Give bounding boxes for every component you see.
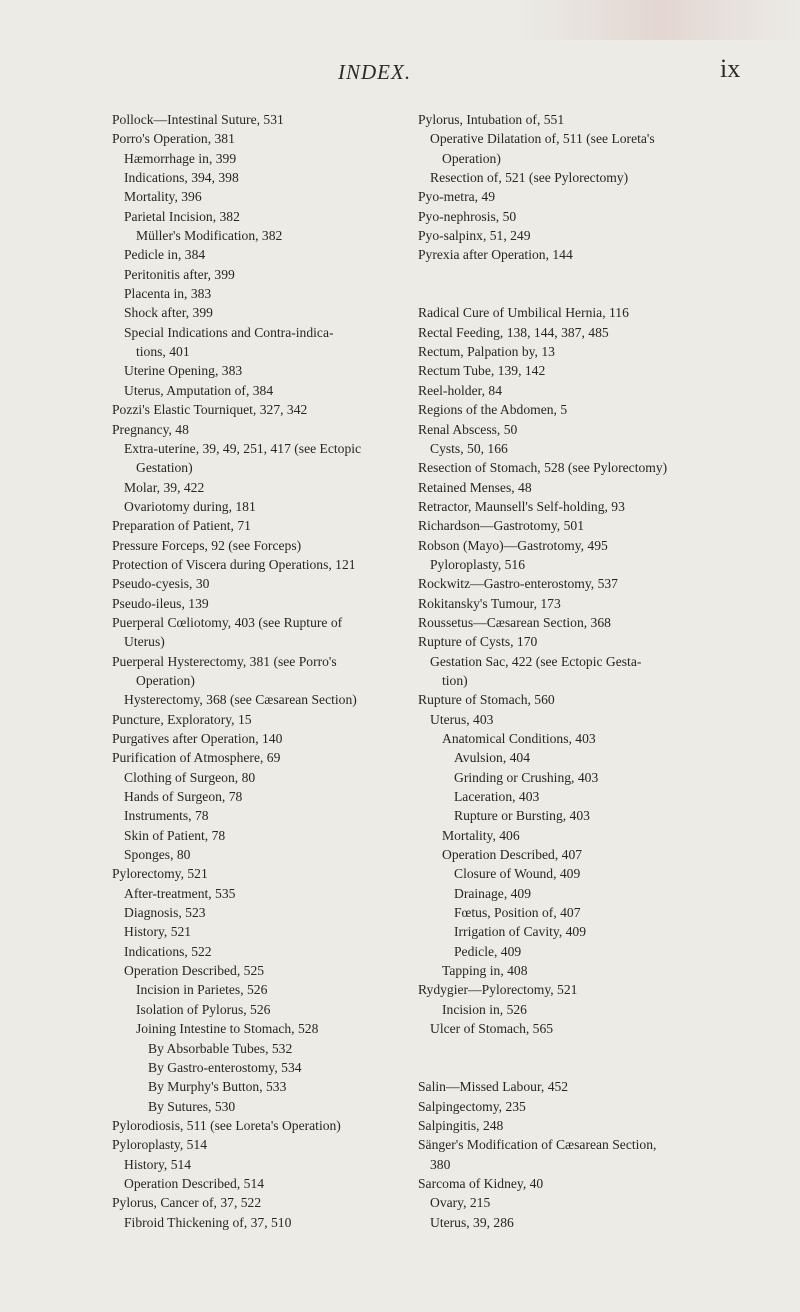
section-gap xyxy=(418,265,790,284)
index-subentry: 380 xyxy=(430,1156,451,1172)
index-subentry: Ovary, 215 xyxy=(430,1195,491,1211)
index-entry: Pressure Forceps, 92 (see Forceps) xyxy=(112,537,302,553)
index-subentry: Pyloroplasty, 516 xyxy=(430,556,526,572)
index-entry: Pollock—Intestinal Suture, 531 xyxy=(112,112,284,127)
index-entry: Renal Abscess, 50 xyxy=(418,421,518,437)
index-subentry: Mortality, 396 xyxy=(124,189,202,205)
index-entry: Regions of the Abdomen, 5 xyxy=(418,402,568,418)
index-subentry: Gestation Sac, 422 (see Ectopic Gesta- xyxy=(430,653,642,669)
index-subentry: Pedicle in, 384 xyxy=(124,247,206,263)
index-entry: Pyrexia after Operation, 144 xyxy=(418,247,573,263)
index-entry: Pylorectomy, 521 xyxy=(112,866,208,882)
index-subentry: History, 521 xyxy=(124,924,192,940)
index-entry: Rokitansky's Tumour, 173 xyxy=(418,595,561,611)
index-subentry: Uterine Opening, 383 xyxy=(124,363,243,379)
index-subentry: Mortality, 406 xyxy=(442,827,520,843)
index-subentry: Rupture or Bursting, 403 xyxy=(454,808,590,824)
index-subentry: Irrigation of Cavity, 409 xyxy=(454,924,587,940)
index-entry: Richardson—Gastrotomy, 501 xyxy=(418,518,584,534)
index-subentry: By Murphy's Button, 533 xyxy=(148,1079,287,1095)
index-subentry: Avulsion, 404 xyxy=(454,750,531,766)
index-entry: Reel-holder, 84 xyxy=(418,382,503,398)
index-entry: Purification of Atmosphere, 69 xyxy=(112,750,281,766)
index-subentry: Clothing of Surgeon, 80 xyxy=(124,769,256,785)
index-entry: Pyo-metra, 49 xyxy=(418,189,496,205)
index-subentry: Operation Described, 514 xyxy=(124,1175,265,1191)
index-entry: Rectal Feeding, 138, 144, 387, 485 xyxy=(418,324,609,340)
index-subentry: Diagnosis, 523 xyxy=(124,905,206,921)
index-entry: Rectum Tube, 139, 142 xyxy=(418,363,546,379)
index-entry: Pylorus, Intubation of, 551 xyxy=(418,112,565,127)
index-subentry: Peritonitis after, 399 xyxy=(124,266,235,282)
index-entry: Rectum, Palpation by, 13 xyxy=(418,344,555,360)
index-subentry: Tapping in, 408 xyxy=(442,963,528,979)
index-subentry: Uterus, 39, 286 xyxy=(430,1214,514,1230)
index-subentry: Indications, 394, 398 xyxy=(124,170,239,186)
index-subentry: Special Indications and Contra-indica- xyxy=(124,324,334,340)
index-subentry: By Gastro-enterostomy, 534 xyxy=(148,1059,302,1075)
page-header xyxy=(0,54,800,92)
section-gap xyxy=(418,1039,790,1058)
index-subentry: Incision in, 526 xyxy=(442,1001,527,1017)
index-entry: Rydygier—Pylorectomy, 521 xyxy=(418,982,578,998)
index-subentry: Incision in Parietes, 526 xyxy=(136,982,268,998)
index-column-left xyxy=(112,110,452,1232)
index-subentry: Placenta in, 383 xyxy=(124,286,212,302)
index-subentry: By Absorbable Tubes, 532 xyxy=(148,1040,293,1056)
index-entry: Protection of Viscera during Operations, 121 xyxy=(112,556,356,572)
index-subentry: Fœtus, Position of, 407 xyxy=(454,905,581,921)
index-subentry: Ovariotomy during, 181 xyxy=(124,498,256,514)
index-subentry: Shock after, 399 xyxy=(124,305,213,321)
index-subentry: Operation Described, 407 xyxy=(442,847,583,863)
index-subentry: Müller's Modification, 382 xyxy=(136,228,283,244)
index-entry: Sarcoma of Kidney, 40 xyxy=(418,1175,544,1191)
index-entry: Salin—Missed Labour, 452 xyxy=(418,1079,569,1095)
index-entry: Radical Cure of Umbilical Hernia, 116 xyxy=(418,305,629,321)
index-subentry: Closure of Wound, 409 xyxy=(454,866,581,882)
index-entry: Pozzi's Elastic Tourniquet, 327, 342 xyxy=(112,402,308,418)
index-subentry: By Sutures, 530 xyxy=(148,1098,236,1114)
index-subentry: Indications, 522 xyxy=(124,943,212,959)
index-subentry: Gestation) xyxy=(136,460,193,476)
index-entry: Purgatives after Operation, 140 xyxy=(112,731,283,746)
index-column-right xyxy=(418,110,790,1232)
library-stamp-watermark xyxy=(520,0,800,40)
index-subentry: Cysts, 50, 166 xyxy=(430,440,508,456)
index-entry: Retractor, Maunsell's Self-holding, 93 xyxy=(418,498,625,514)
index-entry: Rupture of Cysts, 170 xyxy=(418,634,538,650)
index-entry: Pyo-salpinx, 51, 249 xyxy=(418,228,531,244)
index-subentry: Uterus, 403 xyxy=(430,711,494,727)
index-subentry: Resection of, 521 (see Pylorectomy) xyxy=(430,170,629,186)
index-entry: Pylorus, Cancer of, 37, 522 xyxy=(112,1195,262,1211)
index-entry: Puerperal Hysterectomy, 381 (see Porro's xyxy=(112,653,337,669)
page-title: INDEX. xyxy=(338,60,412,84)
index-subentry: Hysterectomy, 368 (see Cæsarean Section) xyxy=(124,692,357,708)
index-entry: Sänger's Modification of Cæsarean Section, xyxy=(418,1137,657,1153)
index-entry: Rupture of Stomach, 560 xyxy=(418,692,555,708)
index-entry: Robson (Mayo)—Gastrotomy, 495 xyxy=(418,537,608,553)
index-entry: Resection of Stomach, 528 (see Pylorectomy) xyxy=(418,460,668,476)
index-entry: Pyloroplasty, 514 xyxy=(112,1137,208,1153)
index-subentry: Skin of Patient, 78 xyxy=(124,827,226,843)
index-subentry: History, 514 xyxy=(124,1156,192,1172)
index-subentry: Instruments, 78 xyxy=(124,808,209,824)
index-entry: Pyo-nephrosis, 50 xyxy=(418,208,517,224)
index-subentry: tion) xyxy=(442,672,468,688)
index-entry: Rockwitz—Gastro-enterostomy, 537 xyxy=(418,576,618,592)
index-subentry: Hands of Surgeon, 78 xyxy=(124,789,243,805)
index-subentry: Uterus, Amputation of, 384 xyxy=(124,382,274,398)
index-subentry: Grinding or Crushing, 403 xyxy=(454,769,599,785)
index-entry: Puncture, Exploratory, 15 xyxy=(112,711,252,727)
index-entry: Roussetus—Cæsarean Section, 368 xyxy=(418,614,611,630)
index-subentry: Isolation of Pylorus, 526 xyxy=(136,1001,271,1017)
index-entry: Pseudo-ileus, 139 xyxy=(112,595,209,611)
index-subentry: Operation) xyxy=(136,672,195,688)
index-subentry: Parietal Incision, 382 xyxy=(124,208,240,224)
index-subentry: Molar, 39, 422 xyxy=(124,479,205,495)
index-subentry: Pedicle, 409 xyxy=(454,943,522,959)
index-subentry: Operation) xyxy=(442,150,501,166)
index-entry: Salpingectomy, 235 xyxy=(418,1098,526,1114)
index-subentry: Operative Dilatation of, 511 (see Loreta's xyxy=(430,131,655,147)
index-subentry: Fibroid Thickening of, 37, 510 xyxy=(124,1214,292,1230)
index-subentry: Sponges, 80 xyxy=(124,847,191,863)
index-subentry: Operation Described, 525 xyxy=(124,963,265,979)
index-entry: Pregnancy, 48 xyxy=(112,421,189,437)
index-subentry: Joining Intestine to Stomach, 528 xyxy=(136,1021,319,1037)
index-subentry: Laceration, 403 xyxy=(454,789,540,805)
index-subentry: After-treatment, 535 xyxy=(124,885,236,901)
index-subentry: Anatomical Conditions, 403 xyxy=(442,731,596,746)
index-entry: Preparation of Patient, 71 xyxy=(112,518,251,534)
index-subentry: Hæmorrhage in, 399 xyxy=(124,150,237,166)
section-gap xyxy=(418,284,790,303)
index-entry: Retained Menses, 48 xyxy=(418,479,532,495)
index-subentry: Ulcer of Stomach, 565 xyxy=(430,1021,554,1037)
index-entry: Pseudo-cyesis, 30 xyxy=(112,576,210,592)
index-entry: Pylorodiosis, 511 (see Loreta's Operation) xyxy=(112,1117,341,1133)
index-entry: Salpingitis, 248 xyxy=(418,1117,504,1133)
index-subentry: Drainage, 409 xyxy=(454,885,532,901)
index-subentry: tions, 401 xyxy=(136,344,190,360)
index-subentry: Uterus) xyxy=(124,634,165,650)
index-entry: Puerperal Cœliotomy, 403 (see Rupture of xyxy=(112,614,343,630)
page-number: ix xyxy=(720,54,741,83)
index-entry: Porro's Operation, 381 xyxy=(112,131,235,147)
index-subentry: Extra-uterine, 39, 49, 251, 417 (see Ectopic xyxy=(124,440,362,456)
section-gap xyxy=(418,1058,790,1077)
